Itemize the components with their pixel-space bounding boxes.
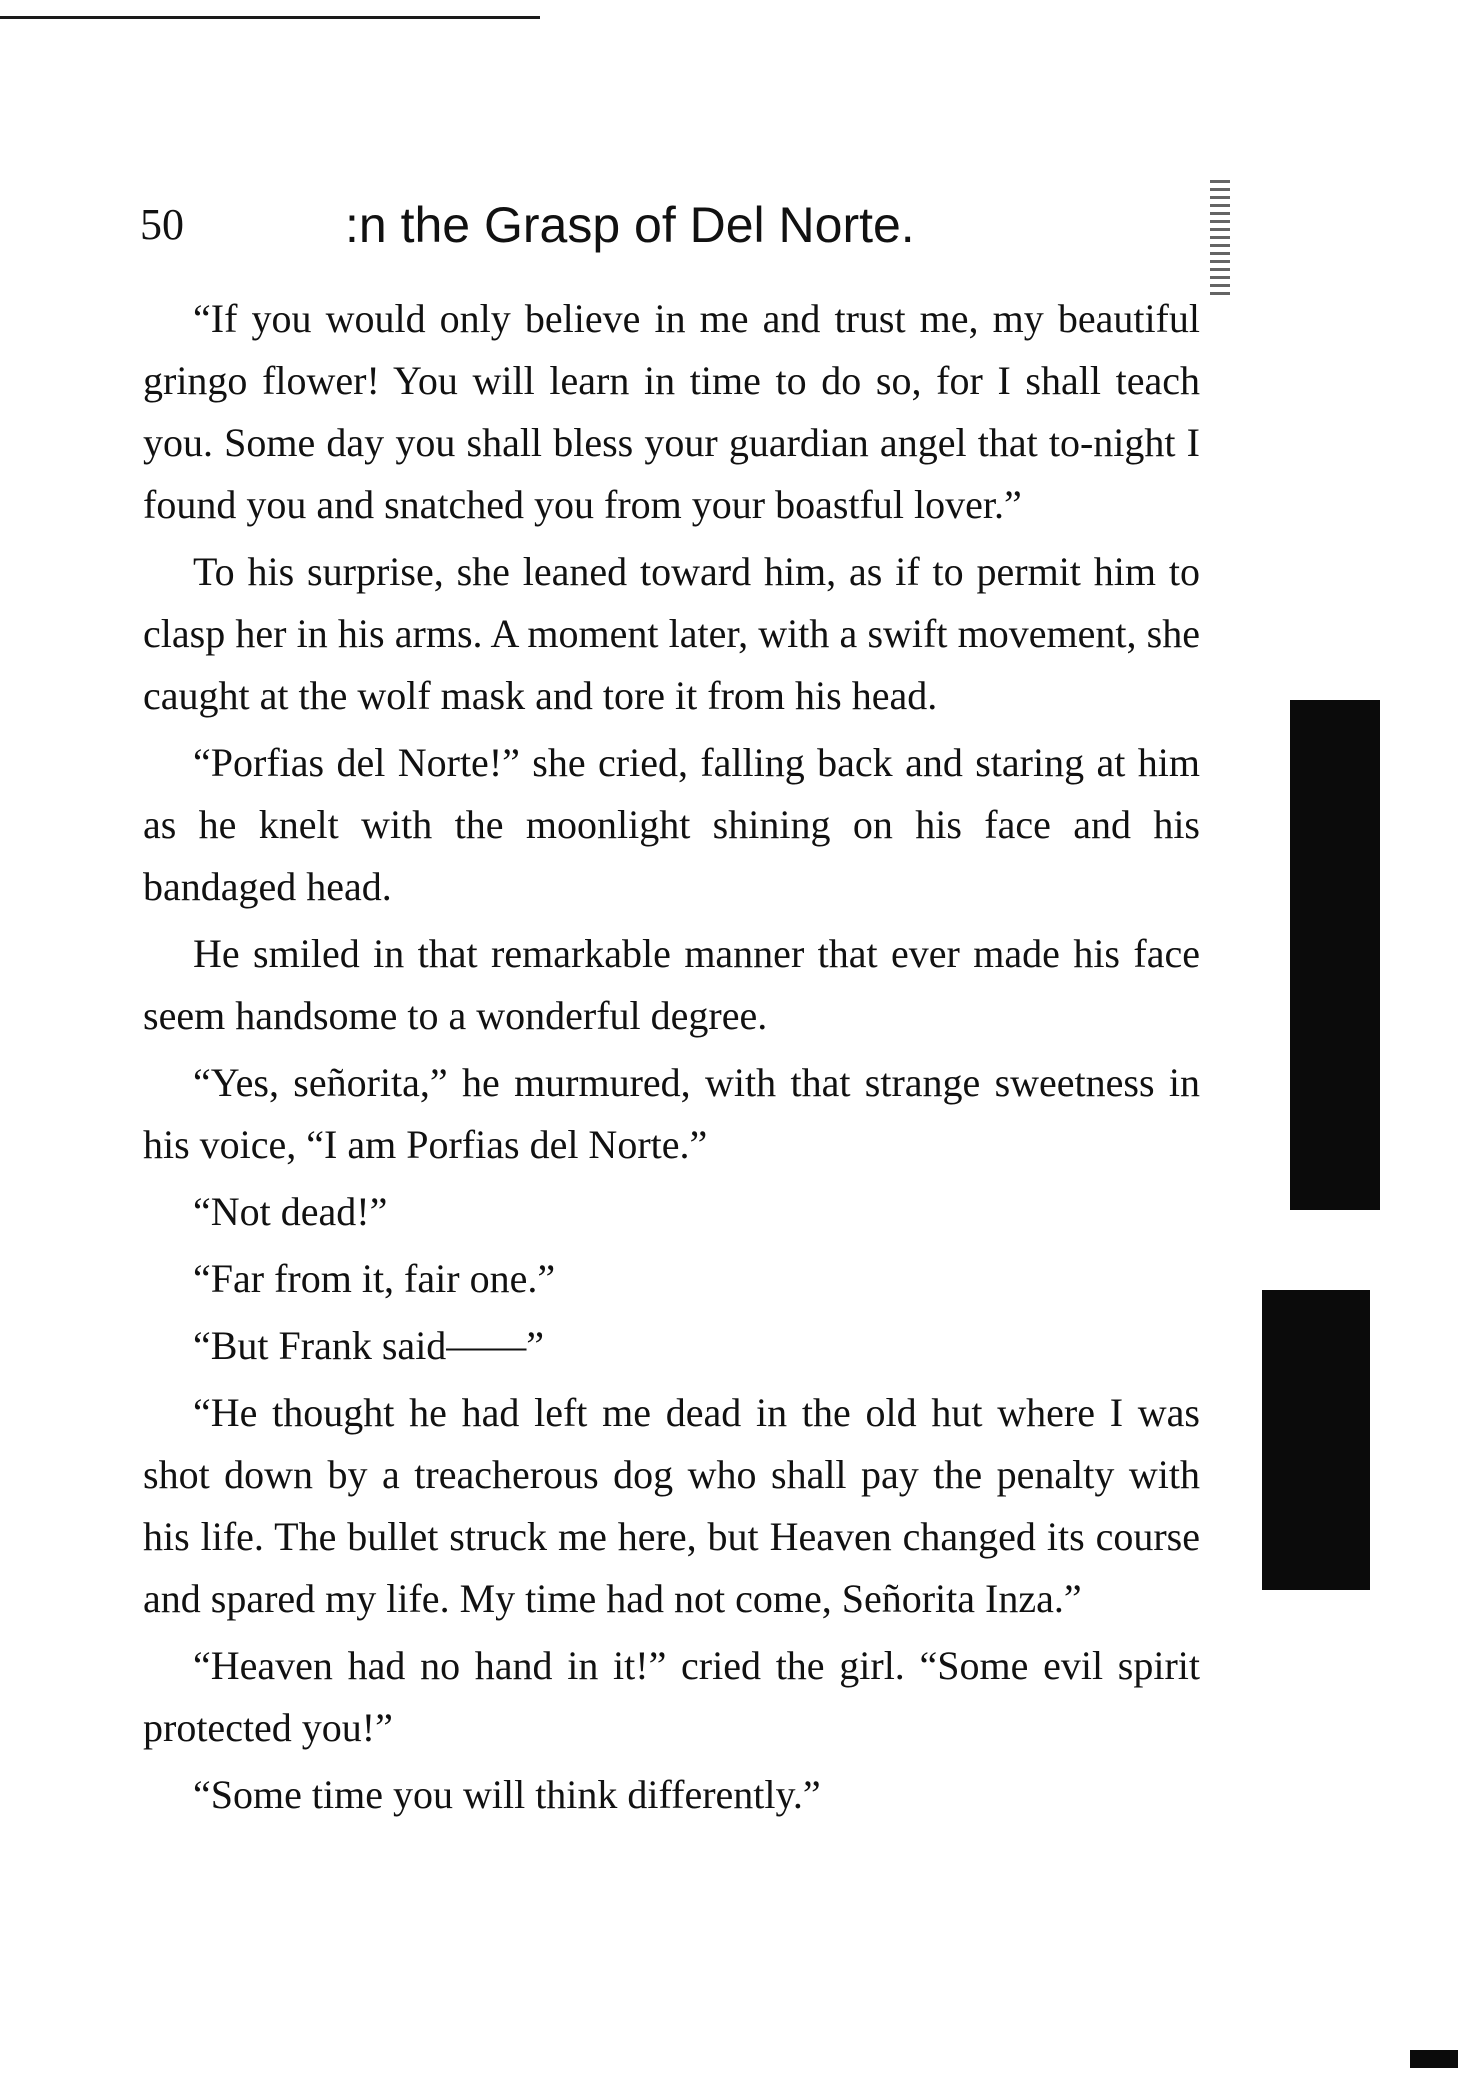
page-number: 50 [140,200,184,249]
paragraph: “Yes, señorita,” he murmured, with that strange sweetness in his voice, “I am Porfias del Norte.” [143,1060,1200,1167]
paragraph: He smiled in that remarkable manner that ever made his face seem handsome to a wonderful degree. [143,931,1200,1038]
scan-margin-shadow-lower [1262,1290,1370,1590]
scan-margin-shadow-upper [1290,700,1380,1210]
page-header [140,190,1200,260]
paragraph: “But Frank said——” [193,1323,545,1368]
page-edge-speckle [1210,180,1230,300]
paragraph: “Not dead!” [193,1189,388,1234]
paragraph: To his surprise, she leaned toward him, as if to permit him to clasp her in his arms. A moment later, with a swift movement, she caught at the wolf mask and tore it from his head. [143,549,1200,718]
paragraph: “Heaven had no hand in it!” cried the girl. “Some evil spirit protected you!” [143,1643,1200,1750]
paragraph: “If you would only believe in me and trust me, my beautiful gringo flower! You will learn in time to do so, for I shall teach you. Some day you shall bless your guardian angel that to-night I found you and snatched you from your boastful lover.” [143,296,1200,527]
paragraph: “Far from it, fair one.” [193,1256,556,1301]
body-text [143,288,1200,1831]
top-rule [0,16,540,19]
paragraph: “He thought he had left me dead in the old hut where I was shot down by a treacherous dog who shall pay the penalty with his life. The bullet struck me here, but Heaven changed its course and spared my life. My time had not come, Señorita Inza.” [143,1390,1200,1621]
paragraph: “Some time you will think differently.” [193,1772,821,1817]
paragraph: “Porfias del Norte!” she cried, falling back and staring at him as he knelt with the moonlight shining on his face and his bandaged head. [143,740,1200,909]
running-title: :n the Grasp of Del Norte. [345,197,915,253]
scan-margin-mark [1410,2050,1458,2068]
